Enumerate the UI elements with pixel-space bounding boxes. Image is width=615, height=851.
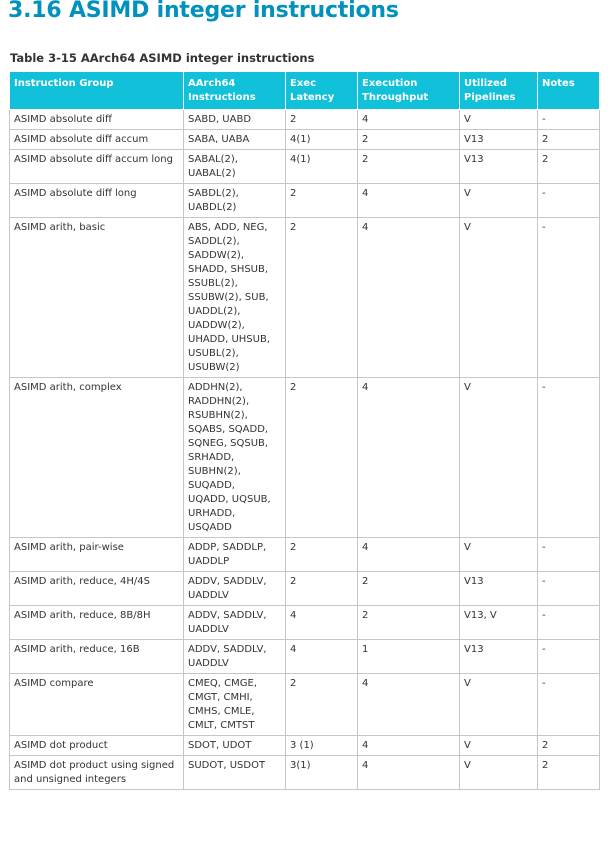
notes-cell: - (538, 378, 600, 538)
instructions-cell: ADDV, SADDLV, UADDLV (184, 640, 286, 674)
instruction-group-cell: ASIMD absolute diff (10, 110, 184, 130)
instructions-cell: ADDP, SADDLP, UADDLP (184, 538, 286, 572)
pipelines-cell: V13 (460, 150, 538, 184)
latency-cell: 4 (286, 606, 358, 640)
latency-cell: 2 (286, 674, 358, 736)
table-row (10, 538, 600, 572)
throughput-cell: 4 (358, 218, 460, 378)
pipelines-cell: V (460, 378, 538, 538)
instructions-cell: SUDOT, USDOT (184, 756, 286, 790)
instruction-group-cell: ASIMD arith, pair-wise (10, 538, 184, 572)
instruction-group-cell: ASIMD arith, reduce, 8B/8H (10, 606, 184, 640)
latency-cell: 4(1) (286, 130, 358, 150)
notes-cell: - (538, 184, 600, 218)
instruction-group-cell: ASIMD compare (10, 674, 184, 736)
instruction-group-cell: ASIMD absolute diff accum long (10, 150, 184, 184)
header-exec-latency: Exec Latency (286, 72, 358, 110)
instructions-cell: SABA, UABA (184, 130, 286, 150)
instruction-group-cell: ASIMD arith, reduce, 4H/4S (10, 572, 184, 606)
instructions-cell: CMEQ, CMGE, CMGT, CMHI, CMHS, CMLE, CMLT, CMTST (184, 674, 286, 736)
instruction-group-cell: ASIMD arith, complex (10, 378, 184, 538)
table-row (10, 150, 600, 184)
notes-cell: - (538, 218, 600, 378)
latency-cell: 2 (286, 538, 358, 572)
header-utilized-pipelines: Utilized Pipelines (460, 72, 538, 110)
pipelines-cell: V (460, 756, 538, 790)
throughput-cell: 2 (358, 150, 460, 184)
table-row (10, 640, 600, 674)
instructions-table (9, 71, 600, 790)
latency-cell: 3 (1) (286, 736, 358, 756)
instruction-group-cell: ASIMD dot product (10, 736, 184, 756)
pipelines-cell: V (460, 674, 538, 736)
notes-cell: - (538, 110, 600, 130)
instruction-group-cell: ASIMD arith, reduce, 16B (10, 640, 184, 674)
table-row (10, 736, 600, 756)
instructions-cell: SABDL(2), UABDL(2) (184, 184, 286, 218)
header-instruction-group: Instruction Group (10, 72, 184, 110)
table-row (10, 110, 600, 130)
header-execution-throughput: Execution Throughput (358, 72, 460, 110)
instruction-group-cell: ASIMD arith, basic (10, 218, 184, 378)
latency-cell: 2 (286, 110, 358, 130)
notes-cell: - (538, 606, 600, 640)
table-row (10, 572, 600, 606)
notes-cell: - (538, 640, 600, 674)
pipelines-cell: V (460, 184, 538, 218)
latency-cell: 2 (286, 378, 358, 538)
instruction-group-cell: ASIMD absolute diff long (10, 184, 184, 218)
pipelines-cell: V13 (460, 640, 538, 674)
throughput-cell: 4 (358, 184, 460, 218)
table-row (10, 674, 600, 736)
throughput-cell: 4 (358, 110, 460, 130)
throughput-cell: 4 (358, 736, 460, 756)
table-row (10, 130, 600, 150)
notes-cell: 2 (538, 150, 600, 184)
latency-cell: 3(1) (286, 756, 358, 790)
throughput-cell: 2 (358, 130, 460, 150)
notes-cell: - (538, 674, 600, 736)
latency-cell: 4 (286, 640, 358, 674)
pipelines-cell: V13 (460, 130, 538, 150)
instructions-cell: SABAL(2), UABAL(2) (184, 150, 286, 184)
throughput-cell: 1 (358, 640, 460, 674)
table-row (10, 184, 600, 218)
notes-cell: - (538, 538, 600, 572)
table-row (10, 606, 600, 640)
notes-cell: 2 (538, 736, 600, 756)
latency-cell: 4(1) (286, 150, 358, 184)
table-row (10, 218, 600, 378)
latency-cell: 2 (286, 184, 358, 218)
throughput-cell: 2 (358, 572, 460, 606)
header-aarch64-instructions: AArch64 Instructions (184, 72, 286, 110)
latency-cell: 2 (286, 572, 358, 606)
pipelines-cell: V (460, 538, 538, 572)
table-header-row (10, 72, 600, 110)
instruction-group-cell: ASIMD dot product using signed and unsigned integers (10, 756, 184, 790)
latency-cell: 2 (286, 218, 358, 378)
table-row (10, 756, 600, 790)
instructions-cell: ABS, ADD, NEG, SADDL(2), SADDW(2), SHADD, SHSUB, SSUBL(2), SSUBW(2), SUB, UADDL(2), UADDW(2), UHADD, UHSUB, USUBL(2), USUBW(2) (184, 218, 286, 378)
instructions-cell: ADDV, SADDLV, UADDLV (184, 572, 286, 606)
instruction-group-cell: ASIMD absolute diff accum (10, 130, 184, 150)
table-caption: Table 3-15 AArch64 ASIMD integer instructions (10, 51, 315, 65)
table-body (10, 110, 600, 790)
throughput-cell: 4 (358, 756, 460, 790)
instructions-cell: SDOT, UDOT (184, 736, 286, 756)
table-row (10, 378, 600, 538)
pipelines-cell: V (460, 110, 538, 130)
instructions-cell: ADDHN(2), RADDHN(2), RSUBHN(2), SQABS, SQADD, SQNEG, SQSUB, SRHADD, SUBHN(2), SUQADD, UQADD, UQSUB, URHADD, USQADD (184, 378, 286, 538)
header-notes: Notes (538, 72, 600, 110)
throughput-cell: 2 (358, 606, 460, 640)
notes-cell: - (538, 572, 600, 606)
notes-cell: 2 (538, 130, 600, 150)
pipelines-cell: V13, V (460, 606, 538, 640)
pipelines-cell: V (460, 736, 538, 756)
throughput-cell: 4 (358, 378, 460, 538)
notes-cell: 2 (538, 756, 600, 790)
instructions-cell: ADDV, SADDLV, UADDLV (184, 606, 286, 640)
throughput-cell: 4 (358, 538, 460, 572)
throughput-cell: 4 (358, 674, 460, 736)
section-title: 3.16 ASIMD integer instructions (8, 0, 399, 23)
instructions-cell: SABD, UABD (184, 110, 286, 130)
pipelines-cell: V (460, 218, 538, 378)
pipelines-cell: V13 (460, 572, 538, 606)
